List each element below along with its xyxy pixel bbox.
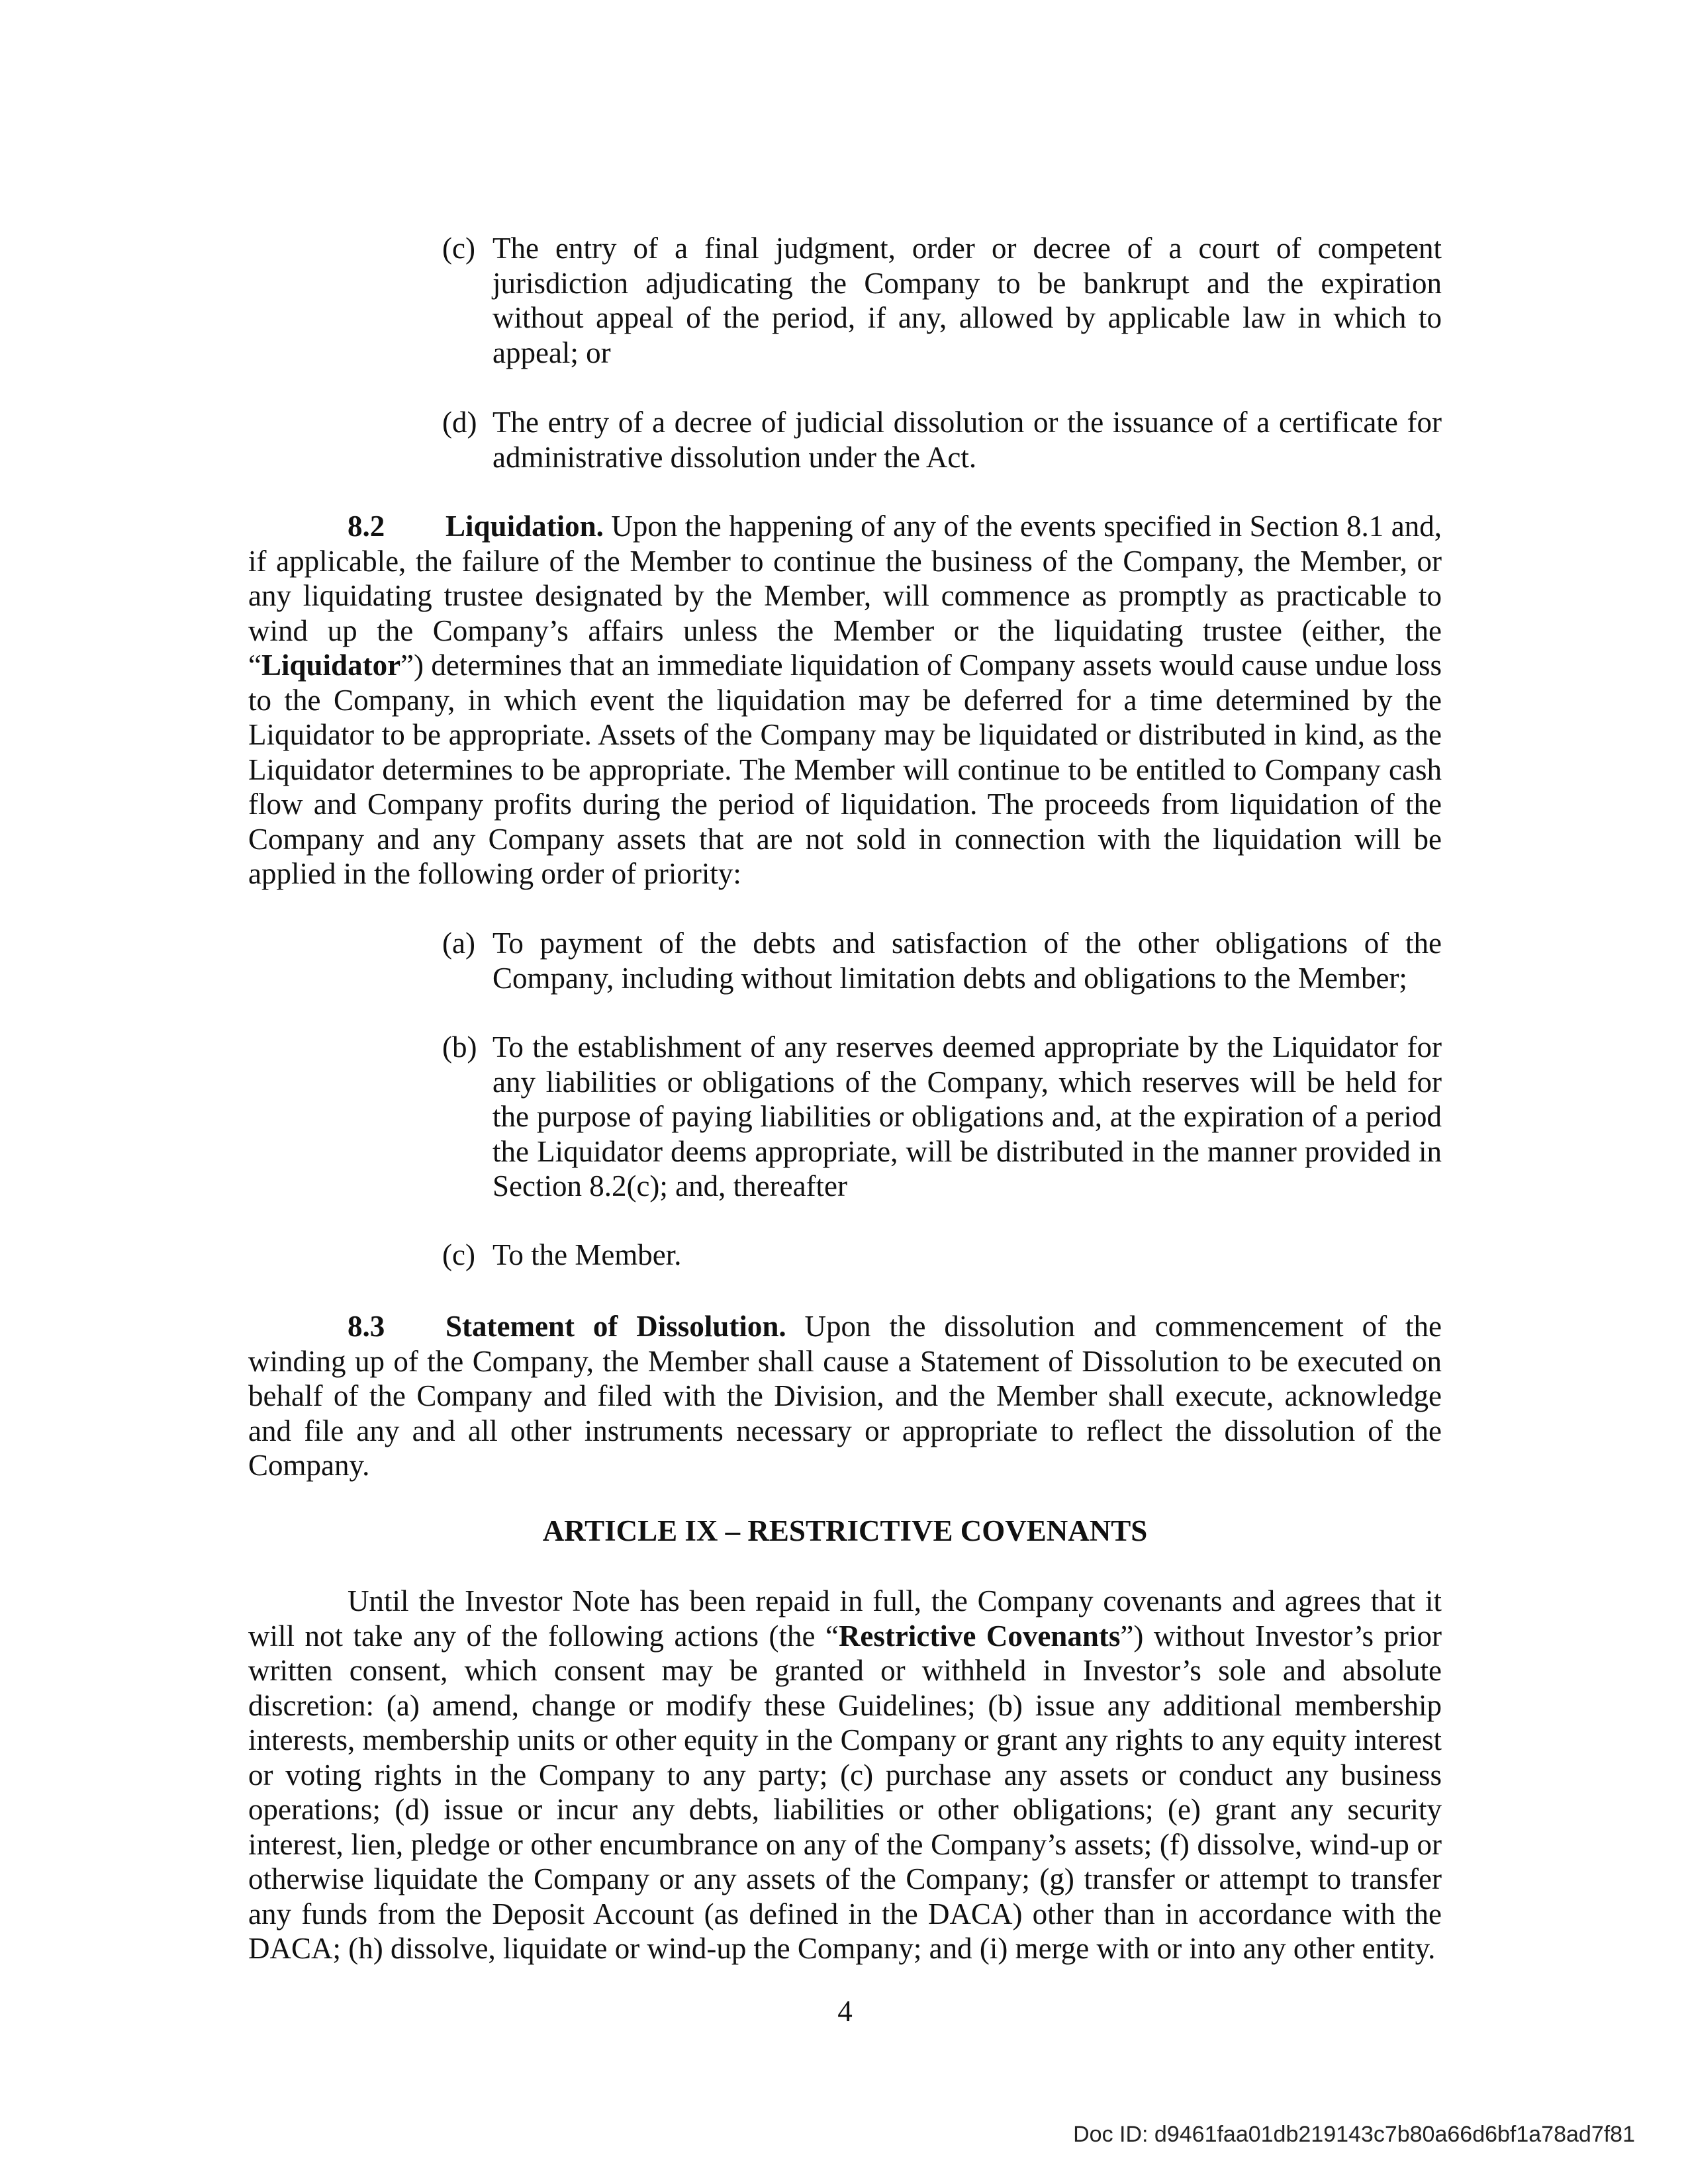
- list-item-text: To the Member.: [492, 1238, 682, 1271]
- list-marker: (a): [442, 927, 475, 960]
- list-item-text: To the establishment of any reserves deemed appropriate by the Liquidator for any liabilities or obligations of the Company, which reserves will be held for the purpose of paying liabilities or obligations and, at the expiration of a period the Liquidator deems appropriate, will be distributed in the manner provided in Section 8.2(c); and, thereafter: [492, 1030, 1442, 1203]
- list-item-8-1-d: [442, 405, 1442, 475]
- list-item-8-2-b: [442, 1030, 1442, 1204]
- list-item-8-2-c: [442, 1238, 1442, 1273]
- list-item-text: The entry of a decree of judicial dissolution or the issuance of a certificate for administrative dissolution under the Act.: [492, 406, 1442, 474]
- list-item-8-2-a: [442, 926, 1442, 995]
- article-heading: ARTICLE IX – RESTRICTIVE COVENANTS: [542, 1514, 1148, 1547]
- list-marker: (c): [442, 232, 475, 265]
- section-8-3-paragraph: [248, 1309, 1442, 1483]
- section-number: 8.2: [348, 510, 385, 543]
- paragraph-text: Upon the dissolution and commencement of the winding up of the Company, the Member shall cause a Statement of Dissolution to be executed on behalf of the Company and filed with the Division, and the Member shall execute, acknowledge and file any and all other instruments necessary or appropriate to reflect the dissolution of the Company.: [248, 1310, 1442, 1482]
- section-number: 8.3: [348, 1310, 385, 1343]
- list-marker: (b): [442, 1030, 477, 1064]
- list-marker: (d): [442, 406, 477, 439]
- article-9-paragraph: [248, 1584, 1442, 1966]
- paragraph-text: Upon the happening of any of the events specified in Section 8.1 and, if applicable, the failure of the Member to continue the business of the Company, the Member, or any liquidating trustee designated by the Member, will commence as promptly as practicable to wind up the Company’s affairs unless the Member or the liquidating trustee (either, the “: [248, 510, 1442, 682]
- defined-term: Restrictive Covenants: [838, 1619, 1121, 1653]
- section-8-2-paragraph: [248, 509, 1442, 891]
- page-number: 4: [837, 1995, 853, 2028]
- list-item-text: The entry of a final judgment, order or decree of a court of competent jurisdiction adjudicating the Company to be bankrupt and the expiration without appeal of the period, if any, allowed by applicable law in which to appeal; or: [492, 232, 1442, 369]
- list-item-8-1-c: [442, 231, 1442, 370]
- paragraph-text: ”) determines that an immediate liquidation of Company assets would cause undue loss to the Company, in which event the liquidation may be deferred for a time determined by the Liquidator to be appropriate. Assets of the Company may be liquidated or distributed in kind, as the Liquidator determines to be appropriate. The Member will continue to be entitled to Company cash flow and Company profits during the period of liquidation. The proceeds from liquidation of the Company and any Company assets that are not sold in connection with the liquidation will be applied in the following order of priority:: [248, 649, 1442, 890]
- defined-term: Liquidator: [261, 649, 401, 682]
- list-item-text: To payment of the debts and satisfaction of the other obligations of the Company, including without limitation debts and obligations to the Member;: [492, 927, 1442, 995]
- list-marker: (c): [442, 1238, 475, 1271]
- doc-id: Doc ID: d9461faa01db219143c7b80a66d6bf1a78ad7f81: [1073, 2122, 1635, 2147]
- section-title: Statement of Dissolution.: [445, 1310, 786, 1343]
- section-title: Liquidation.: [445, 510, 604, 543]
- paragraph-text: Until the Investor Note has been repaid in full, the Company covenants and agrees that it will not take any of the following actions (the “: [248, 1584, 1442, 1653]
- paragraph-text: ”) without Investor’s prior written consent, which consent may be granted or withheld in Investor’s sole and absolute discretion: (a) amend, change or modify these Guidelines; (b) issue any additional membership interests, membership units or other equity in the Company or grant any rights to any equity interest or voting rights in the Company to any party; (c) purchase any assets or conduct any business operations; (d) issue or incur any debts, liabilities or other obligations; (e) grant any security interest, lien, pledge or other encumbrance on any of the Company’s assets; (f) dissolve, wind-up or otherwise liquidate the Company or any assets of the Company; (g) transfer or attempt to transfer any funds from the Deposit Account (as defined in the DACA) other than in accordance with the DACA; (h) dissolve, liquidate or wind-up the Company; and (i) merge with or into any other entity.: [248, 1619, 1442, 1965]
